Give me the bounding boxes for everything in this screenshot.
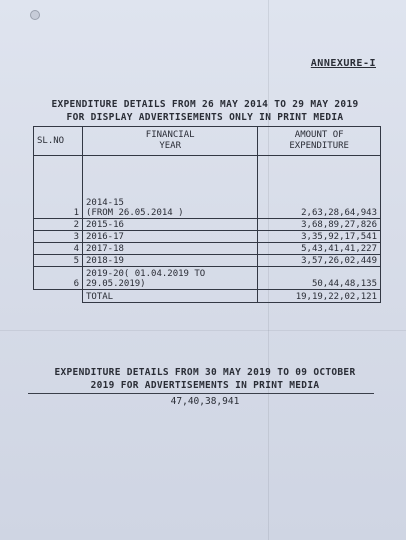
- row-year: 2017-18: [83, 243, 258, 255]
- table-row: [34, 219, 381, 231]
- expenditure-table: [33, 126, 381, 303]
- section-heading-1: [20, 98, 390, 124]
- table-header-row: [34, 127, 381, 156]
- heading-2-line-1: EXPENDITURE DETAILS FROM 30 MAY 2019 TO 09 OCTOBER: [54, 367, 356, 378]
- row-sl: 1: [34, 156, 83, 219]
- row-amount: 3,68,89,27,826: [258, 219, 381, 231]
- paper-fold-horizontal: [0, 330, 406, 331]
- table-row: [34, 255, 381, 267]
- heading-1-line-2: FOR DISPLAY ADVERTISEMENTS ONLY IN PRINT MEDIA: [66, 112, 344, 123]
- row-amount: 3,35,92,17,541: [258, 231, 381, 243]
- table-row: [34, 231, 381, 243]
- row-year: 2015-16: [83, 219, 258, 231]
- table-row: [34, 243, 381, 255]
- total-empty-cell: [34, 290, 83, 303]
- row-year-line-1: 2014-15: [86, 198, 124, 208]
- row-sl: 4: [34, 243, 83, 255]
- total-label: TOTAL: [83, 290, 258, 303]
- heading-1-line-1: EXPENDITURE DETAILS FROM 26 MAY 2014 TO 29 MAY 2019: [51, 99, 359, 110]
- row-year: 2016-17: [83, 231, 258, 243]
- header-year-line-1: FINANCIAL: [145, 130, 195, 140]
- punch-hole-icon: [30, 10, 40, 20]
- table-total-row: [34, 290, 381, 303]
- header-sl-no: SL.NO: [34, 127, 83, 156]
- row-amount: 50,44,48,135: [258, 267, 381, 290]
- second-period-amount: 47,40,38,941: [170, 396, 240, 407]
- header-year-line-2: YEAR: [159, 141, 182, 151]
- row-year: [83, 267, 258, 290]
- row-amount: 5,43,41,41,227: [258, 243, 381, 255]
- header-amount-line-1: AMOUNT OF: [294, 130, 344, 140]
- row-sl: 6: [34, 267, 83, 290]
- section-heading-2: [20, 366, 390, 392]
- row-sl: 3: [34, 231, 83, 243]
- row-year-line-1: 2019-20( 01.04.2019 TO: [86, 269, 206, 279]
- annexure-label: ANNEXURE-I: [310, 58, 376, 69]
- total-amount: 19,19,22,02,121: [258, 290, 381, 303]
- header-financial-year: [83, 127, 258, 156]
- row-amount: 3,57,26,02,449: [258, 255, 381, 267]
- heading-2-line-2: 2019 FOR ADVERTISEMENTS IN PRINT MEDIA: [90, 380, 320, 391]
- row-amount: 2,63,28,64,943: [258, 156, 381, 219]
- header-amount: [258, 127, 381, 156]
- divider-line: [28, 393, 374, 394]
- header-amount-line-2: EXPENDITURE: [289, 141, 349, 151]
- row-year-line-2: 29.05.2019): [86, 279, 146, 289]
- table-row: [34, 267, 381, 290]
- table-row: [34, 156, 381, 219]
- row-year: [83, 156, 258, 219]
- row-year: 2018-19: [83, 255, 258, 267]
- row-sl: 2: [34, 219, 83, 231]
- row-year-line-2: (FROM 26.05.2014 ): [86, 208, 184, 218]
- row-sl: 5: [34, 255, 83, 267]
